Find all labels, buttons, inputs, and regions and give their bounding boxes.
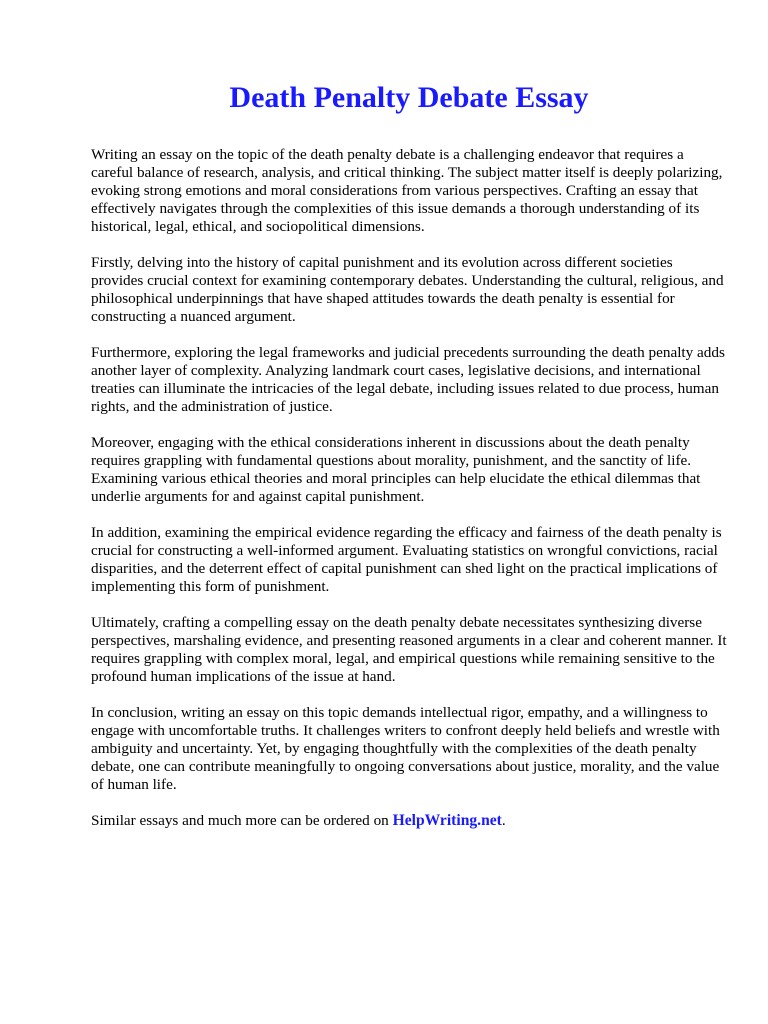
footer-note xyxy=(91,812,727,830)
paragraph-history: Firstly, delving into the history of capital punishment and its evolution across different societies provides crucial context for examining contemporary debates. Understanding the cultural, religious, and philosophical underpinnings that have shaped attitudes towards the death penalty is essential for constructing a nuanced argument. xyxy=(91,254,724,325)
document-title: Death Penalty Debate Essay xyxy=(229,81,589,114)
paragraph-ultimately: Ultimately, crafting a compelling essay on the death penalty debate necessitates synthesizing diverse perspectives, marshaling evidence, and presenting reasoned arguments in a clear and coherent manner. It requires grappling with complex moral, legal, and empirical questions while remaining sensitive to the profound human implications of the issue at hand. xyxy=(91,614,727,685)
paragraph-intro: Writing an essay on the topic of the death penalty debate is a challenging endeavor that requires a careful balance of research, analysis, and critical thinking. The subject matter itself is deeply polarizing, evoking strong emotions and moral considerations from various perspectives. Crafting an essay that effectively navigates through the complexities of this issue demands a thorough understanding of its historical, legal, ethical, and sociopolitical dimensions. xyxy=(91,146,723,235)
paragraph-ethical: Moreover, engaging with the ethical considerations inherent in discussions about the death penalty requires grappling with fundamental questions about morality, punishment, and the sanctity of life. Examining various ethical theories and moral principles can help elucidate the ethical dilemmas that underlie arguments for and against capital punishment. xyxy=(91,434,701,505)
document-page xyxy=(91,78,727,830)
paragraph-conclusion: In conclusion, writing an essay on this topic demands intellectual rigor, empathy, and a willingness to engage with uncomfortable truths. It challenges writers to confront deeply held beliefs and wrestle with ambiguity and uncertainty. Yet, by engaging thoughtfully with the complexities of the death penalty debate, one can contribute meaningfully to ongoing conversations about justice, morality, and the value of human life. xyxy=(91,704,720,793)
paragraph-legal: Furthermore, exploring the legal frameworks and judicial precedents surrounding the death penalty adds another layer of complexity. Analyzing landmark court cases, legislative decisions, and international treaties can illuminate the intricacies of the legal debate, including issues related to due process, human rights, and the administration of justice. xyxy=(91,344,725,415)
paragraph-empirical: In addition, examining the empirical evidence regarding the efficacy and fairness of the death penalty is crucial for constructing a well-informed argument. Evaluating statistics on wrongful convictions, racial disparities, and the deterrent effect of capital punishment can shed light on the practical implications of implementing this form of punishment. xyxy=(91,524,722,595)
footer-suffix: . xyxy=(501,812,506,829)
footer-prefix: Similar essays and much more can be ordered on xyxy=(91,812,393,829)
helpwriting-link[interactable]: HelpWriting.net xyxy=(392,812,502,829)
